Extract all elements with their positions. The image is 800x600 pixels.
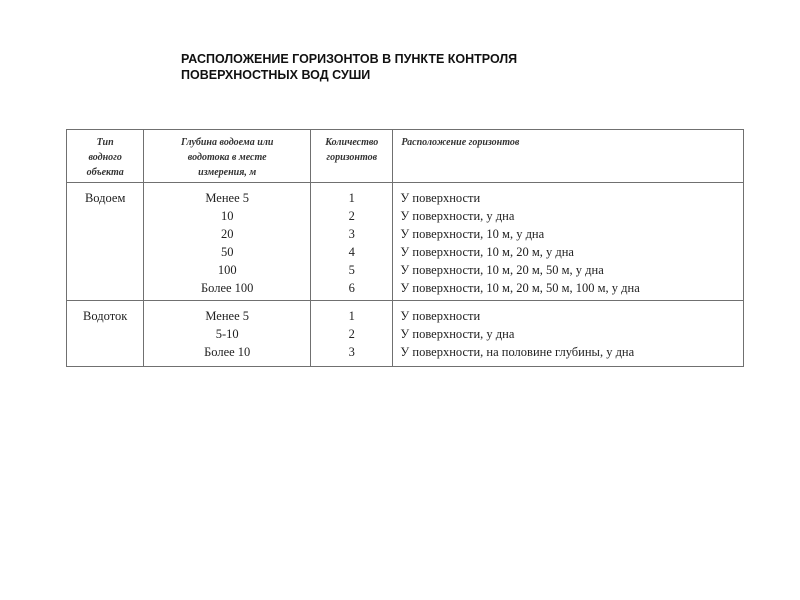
table-row <box>67 301 744 367</box>
title-line-2: ПОВЕРХНОСТНЫХ ВОД СУШИ <box>181 68 371 82</box>
location-value: У поверхности, у дна <box>400 209 515 223</box>
header-depth <box>144 130 311 183</box>
cell-counts <box>311 183 393 301</box>
document-title <box>181 51 517 83</box>
count-value: 3 <box>348 345 355 359</box>
depth-value: Более 100 <box>200 281 254 295</box>
count-value: 3 <box>348 227 355 241</box>
header-text: объекта <box>86 167 124 178</box>
header-horizon-location <box>393 130 744 183</box>
depth-value: Менее 5 <box>205 309 250 323</box>
cell-locations <box>393 301 744 367</box>
depth-value: 100 <box>217 263 237 277</box>
header-text: Расположение горизонтов <box>401 137 520 148</box>
table-header-row <box>67 130 744 183</box>
horizons-table <box>66 129 744 367</box>
header-text: Количество <box>325 137 379 148</box>
location-value: У поверхности, 10 м, 20 м, 50 м, 100 м, у дна <box>400 281 640 295</box>
cell-object-type <box>67 183 144 301</box>
count-value: 2 <box>348 209 355 223</box>
header-text: водного <box>88 152 122 163</box>
depth-value: Менее 5 <box>205 191 250 205</box>
depth-value: 20 <box>220 227 234 241</box>
count-value: 6 <box>348 281 355 295</box>
location-value: У поверхности, на половине глубины, у дна <box>400 345 635 359</box>
header-object-type <box>67 130 144 183</box>
table-row <box>67 183 744 301</box>
cell-depths <box>144 183 311 301</box>
location-value: У поверхности, 10 м, 20 м, 50 м, у дна <box>400 263 604 277</box>
header-text: Тип <box>96 137 114 148</box>
count-value: 2 <box>348 327 355 341</box>
object-type-text: Водоток <box>83 309 128 323</box>
header-text: водотока в месте <box>187 152 267 163</box>
depth-value: 10 <box>220 209 234 223</box>
header-text: Глубина водоема или <box>180 137 274 148</box>
cell-counts <box>311 301 393 367</box>
depth-value: 50 <box>220 245 234 259</box>
cell-object-type <box>67 301 144 367</box>
count-value: 1 <box>348 191 355 205</box>
location-value: У поверхности, 10 м, у дна <box>400 227 545 241</box>
title-line-1: РАСПОЛОЖЕНИЕ ГОРИЗОНТОВ В ПУНКТЕ КОНТРОЛЯ <box>181 52 518 66</box>
object-type-text: Водоем <box>84 191 126 205</box>
depth-value: Более 10 <box>204 345 251 359</box>
count-value: 5 <box>348 263 355 277</box>
header-text: горизонтов <box>326 152 378 163</box>
cell-locations <box>393 183 744 301</box>
count-value: 1 <box>348 309 355 323</box>
header-text: измерения, м <box>198 167 257 178</box>
location-value: У поверхности, у дна <box>400 327 515 341</box>
header-horizon-count <box>311 130 393 183</box>
location-value: У поверхности <box>400 309 481 323</box>
cell-depths <box>144 301 311 367</box>
depth-value: 5-10 <box>215 327 239 341</box>
count-value: 4 <box>348 245 355 259</box>
location-value: У поверхности, 10 м, 20 м, у дна <box>400 245 574 259</box>
location-value: У поверхности <box>400 191 481 205</box>
